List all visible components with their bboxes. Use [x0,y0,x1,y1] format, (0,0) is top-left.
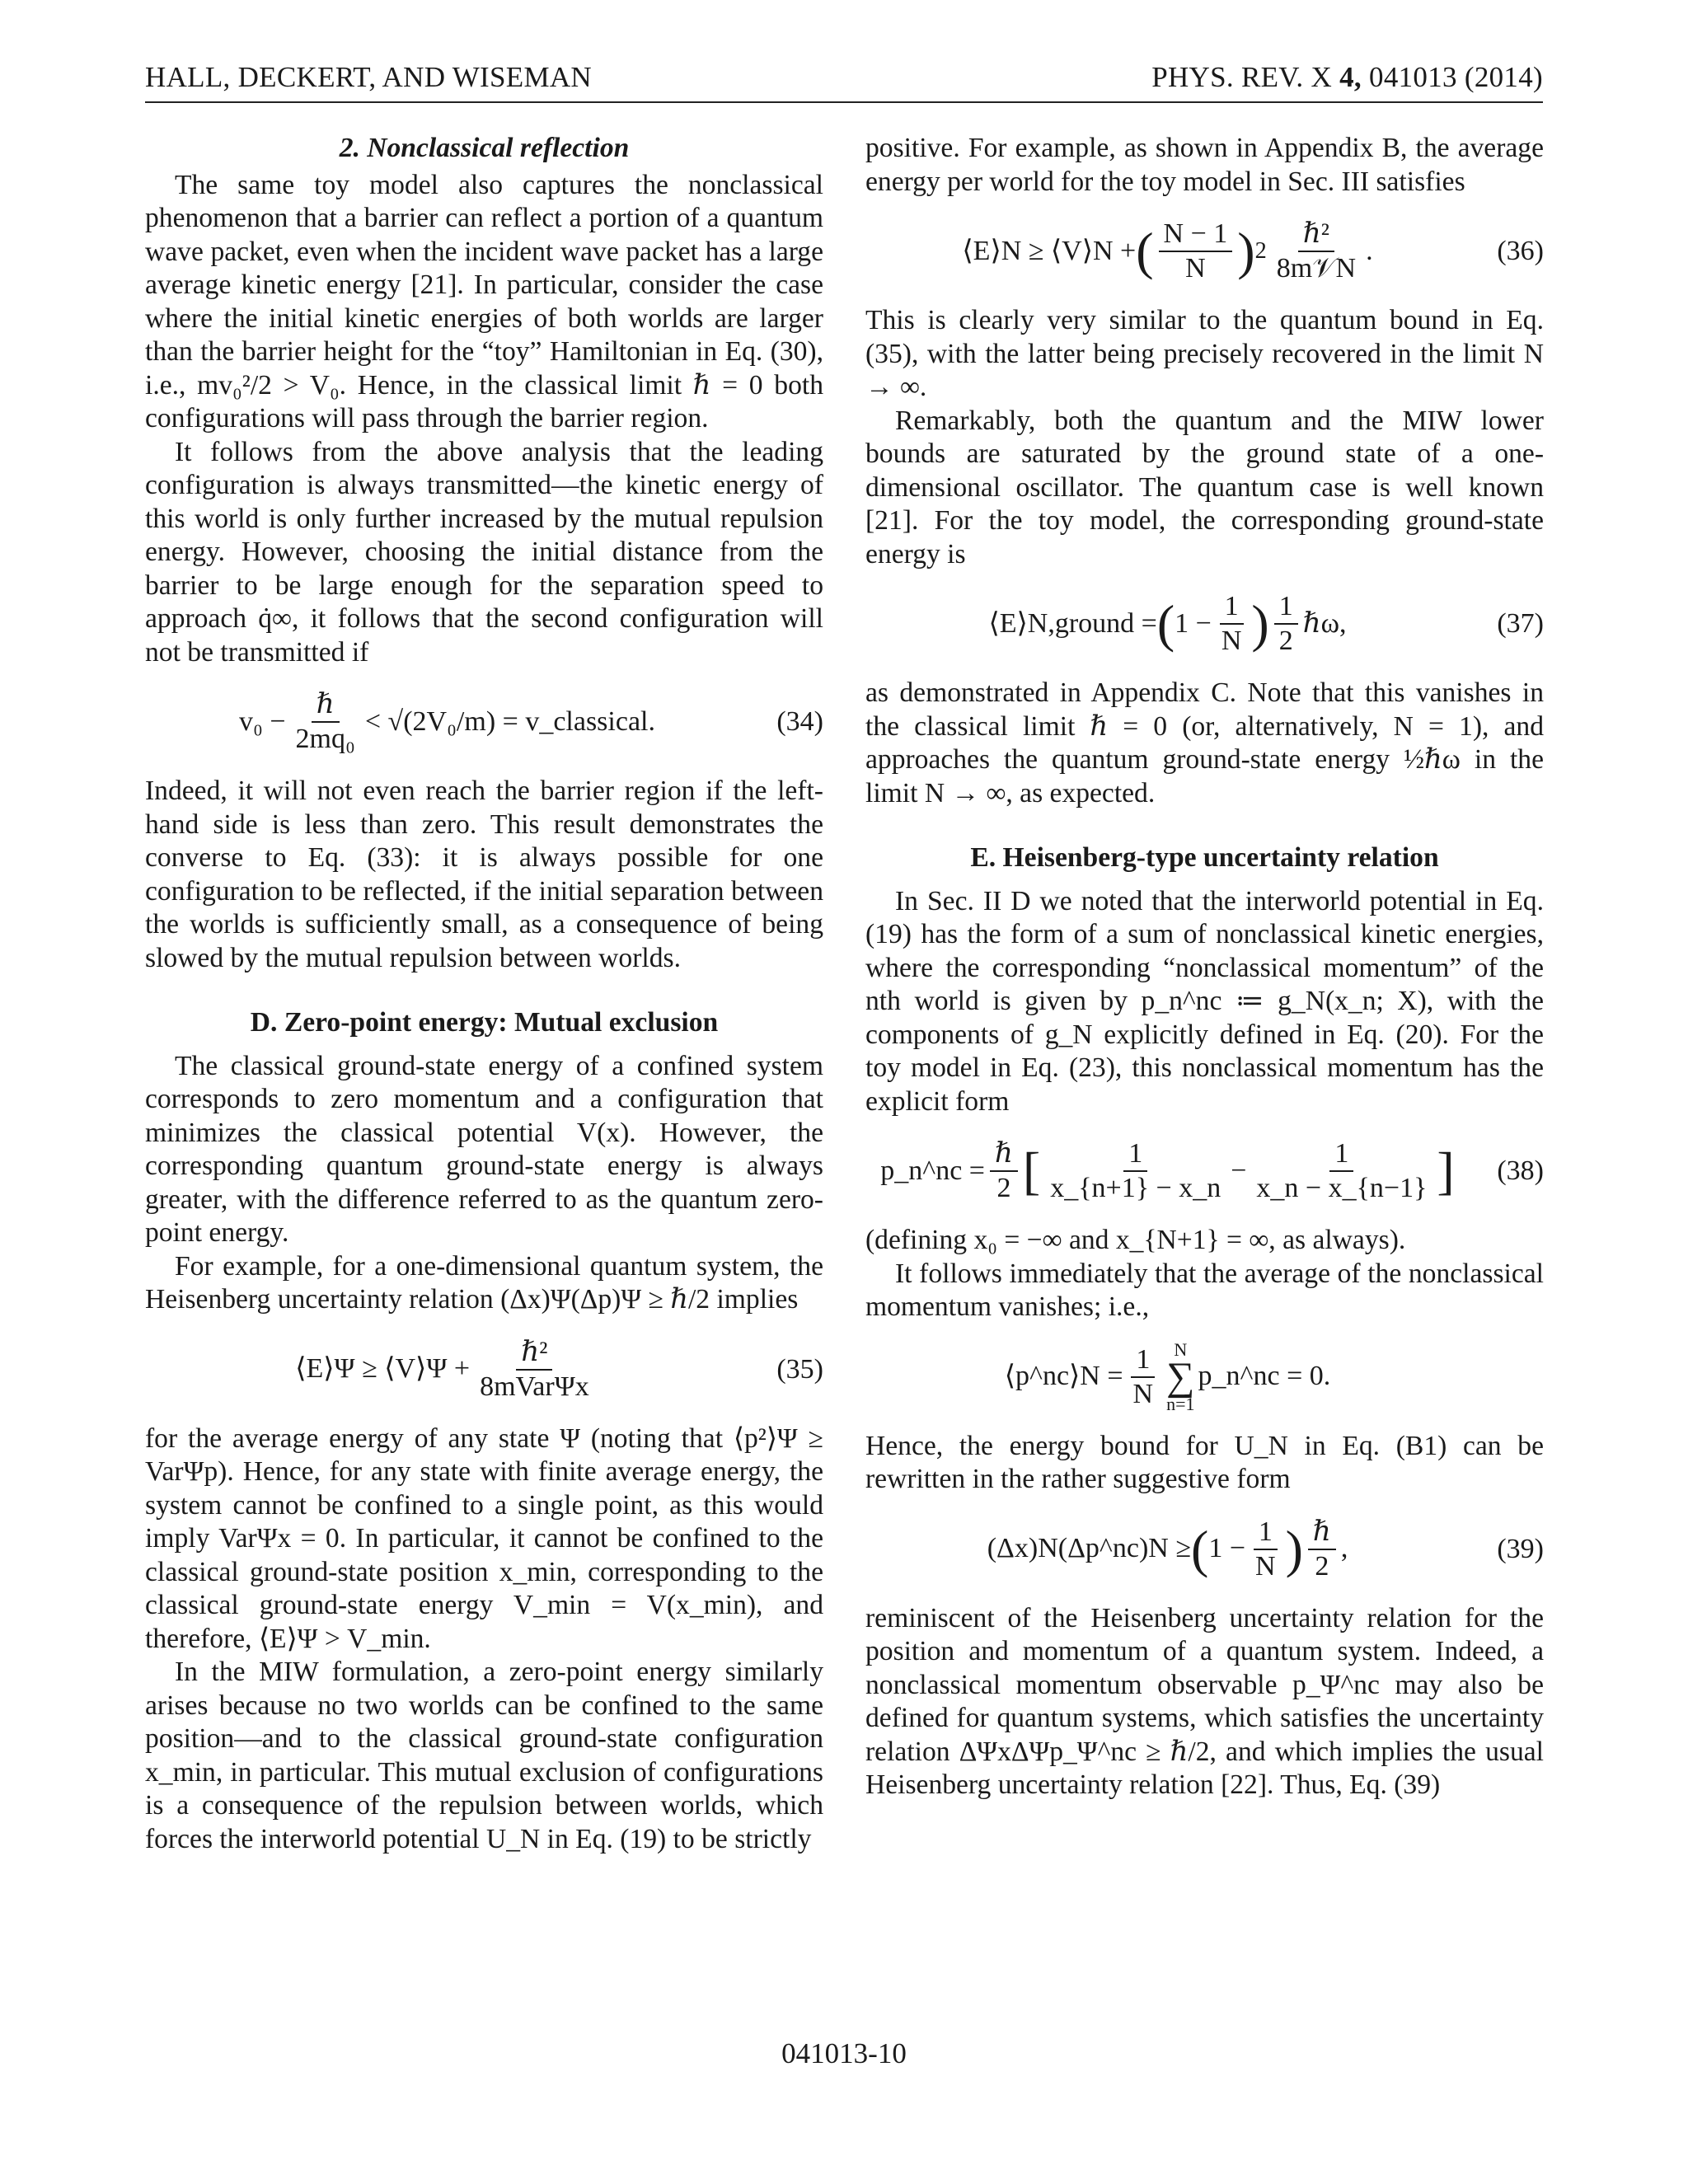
paragraph: It follows from the above analysis that the leading configuration is always transmitted—the kinetic energy of this world is only further increased by the mutual repulsion energy. However, choosing the initial distance from the barrier to be large enough for the separation speed to approach q̇∞, it follows that the second configuration will not be transmitted if [145,436,823,668]
eq37-open-paren: ( [1156,594,1175,653]
eq39-fraction [1250,1516,1281,1583]
eq38-lhs: p_n^nc = [880,1155,985,1186]
eqavg-lhs: ⟨p^nc⟩N = [1004,1361,1123,1392]
paragraph: In Sec. II D we noted that the interworld potential in Eq. (19) has the form of a sum of nonclassical kinetic energies, where the corresponding “nonclassical momentum” of the nth world is given by p_n^nc ≔ g_N(x_n; X), with the components of g_N explicitly defined in Eq. (20). For the toy model in Eq. (23), this nonclassical momentum has the explicit form [865,885,1544,1117]
eq37-tail: ℏω, [1302,607,1347,639]
running-header-authors: HALL, DECKERT, AND WISEMAN [145,61,593,93]
eq39-hbar-half [1308,1516,1336,1583]
eq36-open-paren: ( [1136,222,1154,280]
eq34-rhs: < √(2V₀/m) = v_classical. [364,705,655,737]
eq38-open-bracket: [ [1022,1141,1041,1200]
eq34-frac-den: 2mq₀ [295,724,355,754]
paragraph: In the MIW formulation, a zero-point energy similarly arises because no two worlds can be confined to the same position—and to the classical ground-state configuration x_min, in particular. This mutual exclusion of configurations is a consequence of the repulsion between worlds, which forces the interworld potential U_N in Eq. (19) to be strictly [145,1657,823,1854]
eq34-frac-num: ℏ [312,688,340,723]
eq38-f2-den: x_n − x_{n−1} [1256,1173,1428,1203]
eq36-number: (36) [1497,235,1544,266]
eqavg-tail: p_n^nc = 0. [1198,1361,1331,1392]
eq39-frac-den: N [1255,1550,1276,1582]
paragraph: positive. For example, as shown in Appendix B, the average energy per world for the toy model in Sec. III satisfies [865,133,1544,197]
eq36-paren-fraction [1159,218,1233,285]
eq38-number: (38) [1497,1155,1544,1186]
equation-35 [145,1329,823,1411]
eq38-close-bracket: ] [1437,1141,1455,1200]
eq35-number: (35) [776,1353,823,1385]
eq35-frac-num: ℏ² [516,1336,552,1371]
eq39-number: (39) [1497,1533,1544,1564]
running-header-citation [1151,61,1543,94]
eq39-tail: , [1340,1533,1348,1564]
subsection-title-nonclassical-reflection: 2. Nonclassical reflection [339,133,630,163]
paragraph: Hence, the energy bound for U_N in Eq. (B1) can be rewritten in the rather suggestive form [865,1430,1544,1494]
paragraph: This is clearly very similar to the quantum bound in Eq. (35), with the latter being precisely recovered in the limit N → ∞. [865,305,1544,402]
eq36-frac-num: ℏ² [1298,218,1334,252]
eq36-fraction [1272,218,1361,285]
eq37-half-num: 1 [1274,590,1298,625]
eq39-close-paren: ) [1285,1519,1303,1578]
eq36-close-paren: ) [1237,222,1255,280]
paragraph: Remarkably, both the quantum and the MIW lower bounds are saturated by the ground state of a one-dimensional oscillator. The quantum case is well known [21]. For the toy model, the corresponding ground-state energy is [865,405,1544,569]
paragraph: Indeed, it will not even reach the barrier region if the left-hand side is less than zero. This result demonstrates the converse to Eq. (33): it is always possible for one configuration to be reflected, if the initial separation between the worlds is sufficiently small, as a consequence of being slowed by the mutual repulsion between worlds. [145,776,823,973]
eq36-lhs: ⟨E⟩N ≥ ⟨V⟩N + [962,235,1137,266]
eq36-tail: . [1366,235,1373,266]
eq34-number: (34) [776,705,823,737]
journal-name: PHYS. REV. X [1151,61,1333,93]
eqavg-sum-top: N [1174,1338,1188,1360]
equation-38 [865,1130,1544,1212]
page-number: 041013-10 [781,2037,907,2069]
eq38-prefactor [990,1137,1018,1205]
journal-volume: 4, [1339,61,1362,93]
eq37-frac-den: N [1221,626,1242,656]
equation-36 [865,210,1544,293]
header-rule [145,101,1543,103]
equation-34 [145,681,823,763]
eq35-frac-den: 8mVarΨx [480,1371,589,1402]
eq37-frac-num: 1 [1220,590,1244,625]
eq38-fraction-1 [1045,1137,1226,1205]
paragraph: reminiscent of the Heisenberg uncertainty relation for the position and momentum of a quantum system. Indeed, a nonclassical momentum observable p_Ψ^nc may also be defined for quantum systems, which satisfies the uncertainty relation ΔΨxΔΨp_Ψ^nc ≥ ℏ/2, and which implies the usual Heisenberg uncertainty relation [22]. Thus, Eq. (39) [865,1602,1544,1800]
eq34-fraction [291,688,360,756]
eq39-frac-num: 1 [1254,1516,1278,1550]
eq37-close-paren: ) [1251,594,1269,653]
paragraph: The same toy model also captures the nonclassical phenomenon that a barrier can reflect a portion of a quantum wave packet, even when the incident wave packet has a large average kinetic energy [21]. In particular, consider the case where the initial kinetic energies of both worlds are larger than the barrier height for the “toy” Hamiltonian in Eq. (30), i.e., mv₀²/2 > V₀. Hence, in the classical limit ℏ = 0 both configurations will pass through the barrier region. [145,169,823,434]
eq39-hb-den: 2 [1315,1550,1329,1582]
eq37-half [1274,590,1298,658]
equation-average-momentum [865,1336,1544,1418]
eqavg-sum-bottom: n=1 [1166,1393,1195,1414]
eq35-lhs: ⟨E⟩Ψ ≥ ⟨V⟩Ψ + [295,1353,471,1385]
paragraph: as demonstrated in Appendix C. Note that this vanishes in the classical limit ℏ = 0 (or, alternatively, N = 1), and approaches the quantum ground-state energy ½ℏω in the limit N → ∞, as expected. [865,677,1544,808]
eqavg-fraction [1128,1343,1159,1411]
eq37-fraction [1217,590,1247,658]
eq38-pre-num: ℏ [990,1137,1018,1172]
section-title-zero-point-energy: D. Zero-point energy: Mutual exclusion [250,1007,719,1038]
eq39-lhs: (Δx)N(Δp^nc)N ≥ [987,1533,1192,1564]
eq37-number: (37) [1497,607,1544,639]
eq37-half-den: 2 [1278,626,1293,656]
eq38-minus: − [1231,1155,1247,1186]
eq39-hb-num: ℏ [1308,1516,1336,1550]
paragraph: for the average energy of any state Ψ (noting that ⟨p²⟩Ψ ≥ VarΨp). Hence, for any state with finite average energy, the system cannot be confined to a single point, as this would imply VarΨx = 0. In particular, it cannot be confined to the classical ground-state position x_min, corresponding to the classical ground-state energy V_min = V(x_min), and therefore, ⟨E⟩Ψ > V_min. [145,1422,823,1654]
left-column [145,132,823,1856]
eq38-fraction-2 [1251,1137,1432,1205]
eq36-frac-den: 8m𝒱N [1276,253,1357,284]
right-column [865,132,1544,1802]
paragraph: It follows immediately that the average of the nonclassical momentum vanishes; i.e., [865,1258,1544,1322]
eq38-pre-den: 2 [996,1173,1011,1203]
eq37-one-minus: 1 − [1175,607,1212,639]
eq37-lhs: ⟨E⟩N,ground = [988,607,1157,639]
section-title-heisenberg: E. Heisenberg-type uncertainty relation [970,842,1439,873]
equation-39 [865,1508,1544,1591]
eqavg-frac-den: N [1132,1378,1154,1409]
eqavg-sum [1166,1338,1195,1414]
eq35-fraction [475,1336,594,1404]
eq34-lhs: v₀ − [239,705,286,737]
eq36-paren-den: N [1185,253,1206,284]
eq39-open-paren: ( [1191,1519,1209,1578]
sum-sign-icon: ∑ [1166,1354,1195,1399]
paragraph: For example, for a one-dimensional quantum system, the Heisenberg uncertainty relation (Δx)Ψ(Δp)Ψ ≥ ℏ/2 implies [145,1250,823,1315]
eqavg-frac-num: 1 [1131,1343,1155,1378]
eq38-f2-num: 1 [1329,1137,1353,1172]
paragraph: The classical ground-state energy of a confined system corresponds to zero momentum and a configuration that minimizes the classical potential V(x). However, the corresponding quantum ground-state energy is always greater, with the difference referred to as the quantum zero-point energy. [145,1050,823,1248]
eq39-one-minus: 1 − [1208,1533,1246,1564]
eq36-exponent: 2 [1254,237,1267,264]
eq38-f1-den: x_{n+1} − x_n [1050,1173,1221,1203]
paragraph: (defining x₀ = −∞ and x_{N+1} = ∞, as always). [865,1225,1406,1255]
article-number: 041013 (2014) [1369,61,1543,93]
equation-37 [865,583,1544,665]
eq36-paren-num: N − 1 [1159,218,1233,252]
eq38-f1-num: 1 [1123,1137,1147,1172]
